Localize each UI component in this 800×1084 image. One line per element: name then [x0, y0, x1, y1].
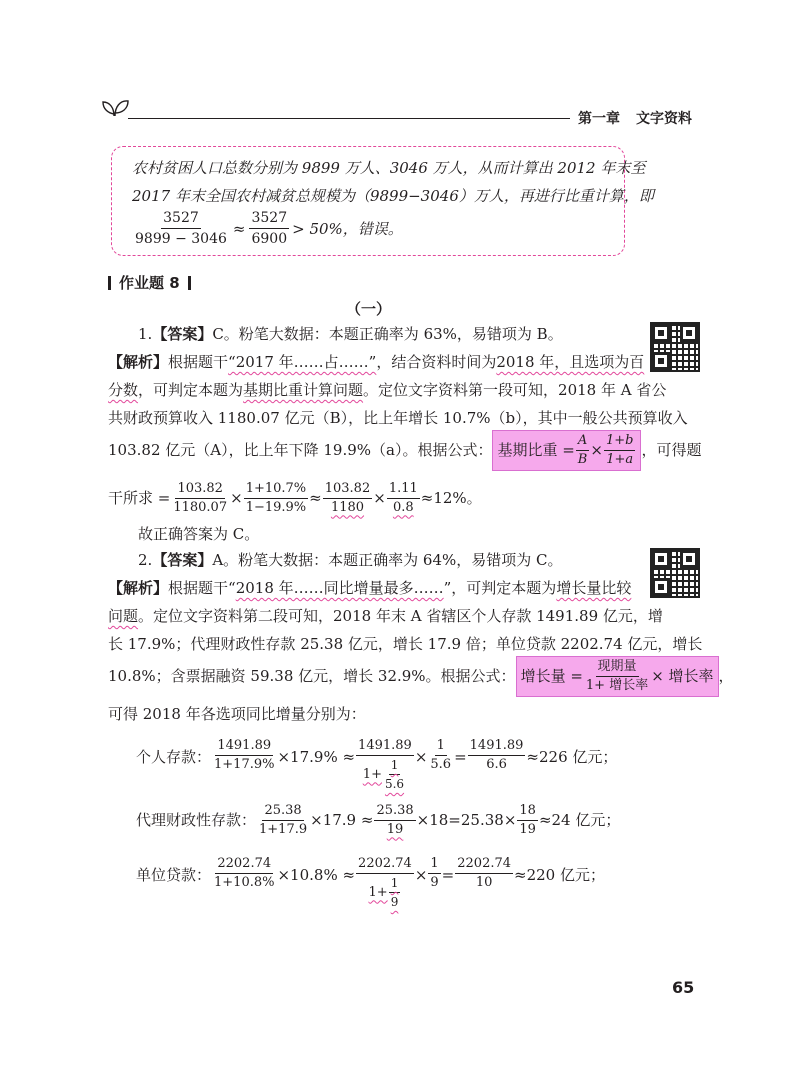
section-subtitle: （一） [346, 300, 392, 318]
q2-analysis-line: 长 17.9%；代理财政性存款 25.38 亿元，增长 17.9 倍；单位贷款 2202.74 亿元，增长 [108, 635, 703, 653]
q2-calc-row-loans: 单位贷款： $\frac{2202.74}{1+10.8\%}$ ×10.8% ≈ 2202.74 1+ $\frac{1}{9}$ × $\frac{1}{9}$ = $\frac{2202.74}{10}$ ≈220 亿元； [136, 856, 605, 909]
qr-code-q1[interactable] [650, 322, 700, 372]
q2-intro: 可得 2018 年各选项同比增量分别为： [108, 705, 366, 723]
header-title: 文字资料 [636, 111, 692, 127]
q1-formula-highlight: 基期比重 = $\frac{A}{B}$ × $\frac{1+b}{1+a}$ [492, 430, 641, 471]
q1-answer: 1.【答案】C。粉笔大数据：本题正确率为 63%，易错项为 B。 [138, 325, 563, 343]
q2-formula-line: 10.8%；含票据融资 59.38 亿元，增长 32.9%。根据公式： 增长量 = $\frac{\text{现期量}}{\text{1+ 增长率}}$ × 增长率 ， [108, 656, 734, 696]
q2-formula-highlight: 增长量 = $\frac{\text{现期量}}{\text{1+ 增长率}}$ × 增长率 [516, 656, 719, 697]
header-rule [128, 118, 570, 119]
q2-calc-row-fiscal: 代理财政性存款： $\frac{25.38}{1+17.9}$ ×17.9 ≈ $\frac{25.38}{19}$ ×18=25.38× $\frac{18}{19}$ ≈24 亿元； [136, 802, 621, 837]
qr-code-q2[interactable] [650, 548, 700, 598]
q2-analysis-line: 问题。定位文字资料第二段可知，2018 年末 A 省辖区个人存款 1491.89 亿元，增 [108, 607, 663, 625]
q2-calc-row-personal: 个人存款： $\frac{1491.89}{1+17.9\%}$ ×17.9% ≈ 1491.89 1+ $\frac{1}{5.6}$ × $\frac{1}{5.6}$ = $\frac{1491.89}{6.6}$ ≈226 亿元； [136, 738, 618, 791]
page-number: 65 [672, 978, 695, 997]
section-title: 作业题 8 [108, 272, 191, 293]
q1-analysis-line: 分数，可判定本题为基期比重计算问题。定位文字资料第一段可知，2018 年 A 省公 [108, 381, 667, 399]
header-chapter: 第一章 [578, 111, 620, 127]
callout-line: 2017 年末全国农村减贫总规模为（9899−3046）万人，再进行比重计算，即 [132, 187, 654, 205]
callout-line: 农村贫困人口总数分别为 9899 万人、3046 万人，从而计算出 2012 年末至 [132, 159, 646, 177]
q1-formula-line: 103.82 亿元（A），比上年下降 19.9%（a）。根据公式： 基期比重 = $\frac{A}{B}$ × $\frac{1+b}{1+a}$ ，可得题 [108, 430, 701, 470]
q2-answer: 2.【答案】A。粉笔大数据：本题正确率为 64%，易错项为 C。 [138, 551, 563, 569]
callout-box [111, 146, 654, 256]
q1-calc-line: 干所求 = $\frac{103.82}{1180.07}$ × $\frac{1+10.7\%}{1-19.9\%}$ ≈ $\frac{103.82}{1180}$ × $\frac{1.11}{0.8}$ ≈12%。 [108, 480, 482, 515]
q1-analysis-line: 共财政预算收入 1180.07 亿元（B），比上年增长 10.7%（b），其中一般公共预算收入 [108, 409, 688, 427]
q1-analysis-line: 【解析】根据题干“2017 年……占……”，结合资料时间为2018 年，且选项为百 [108, 353, 645, 371]
q1-conclusion: 故正确答案为 C。 [138, 525, 260, 543]
callout-formula: $\frac{3527}{9899 - 3046}$ ≈ $\frac{3527}{6900}$ > 50%，错误。 [135, 210, 403, 247]
q2-analysis-line: 【解析】根据题干“2018 年……同比增量最多……”，可判定本题为增长量比较 [108, 579, 632, 597]
